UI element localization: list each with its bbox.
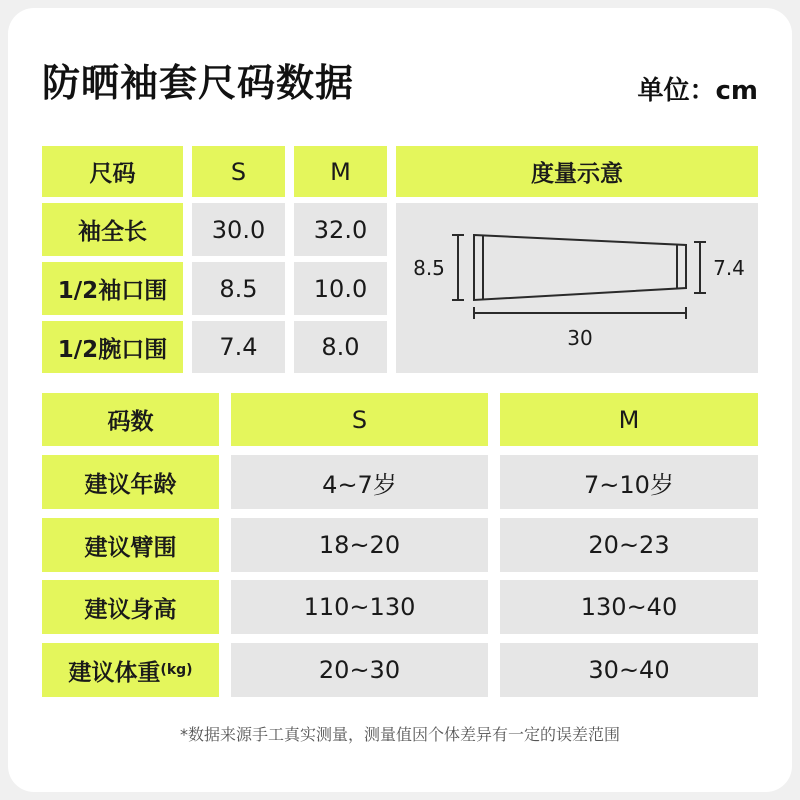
size-row-label: 袖全长 — [42, 203, 183, 256]
size-row-value-m: 32.0 — [294, 203, 387, 256]
size-row-value-m: 8.0 — [294, 321, 387, 373]
length-label: 30 — [567, 326, 593, 350]
size-header-s: S — [192, 146, 285, 197]
size-row-value-s: 30.0 — [192, 203, 285, 256]
fit-row-value-m: 30~40 — [500, 643, 758, 697]
footnote: *数据来源手工真实测量，测量值因个体差异有一定的误差范围 — [179, 725, 620, 744]
fit-row-label: 建议身高 — [42, 580, 219, 634]
fit-row-value-m: 20~23 — [500, 518, 758, 572]
size-header-label: 尺码 — [42, 146, 183, 197]
size-row-value-s: 7.4 — [192, 321, 285, 373]
fit-row-label-unit: (kg) — [160, 662, 193, 678]
fit-row-label-text: 建议体重 — [68, 659, 161, 686]
unit-label: 单位：cm — [637, 76, 758, 106]
page-title: 防晒袖套尺码数据 — [42, 61, 355, 105]
fit-row-label-weight — [42, 643, 219, 697]
size-row-value-s: 8.5 — [192, 262, 285, 315]
fit-row-value-m: 130~40 — [500, 580, 758, 634]
size-row-label: 1/2腕口围 — [42, 321, 183, 373]
fit-row-label: 建议年龄 — [42, 455, 219, 509]
fit-row-value-m: 7~10岁 — [500, 455, 758, 509]
fit-row-value-s: 4~7岁 — [231, 455, 488, 509]
size-row-label: 1/2袖口围 — [42, 262, 183, 315]
right-height-label: 7.4 — [713, 256, 745, 280]
fit-header-m: M — [500, 393, 758, 446]
fit-header-s: S — [231, 393, 488, 446]
sleeve-diagram — [396, 203, 758, 373]
fit-header-label: 码数 — [42, 393, 219, 446]
fit-row-value-s: 110~130 — [231, 580, 488, 634]
sleeve-outline — [474, 235, 686, 300]
fit-row-value-s: 18~20 — [231, 518, 488, 572]
size-row-value-m: 10.0 — [294, 262, 387, 315]
diagram-header: 度量示意 — [396, 146, 758, 197]
fit-row-value-s: 20~30 — [231, 643, 488, 697]
sleeve-diagram-svg — [396, 203, 758, 373]
size-header-m: M — [294, 146, 387, 197]
fit-row-label: 建议臂围 — [42, 518, 219, 572]
left-height-label: 8.5 — [413, 256, 445, 280]
